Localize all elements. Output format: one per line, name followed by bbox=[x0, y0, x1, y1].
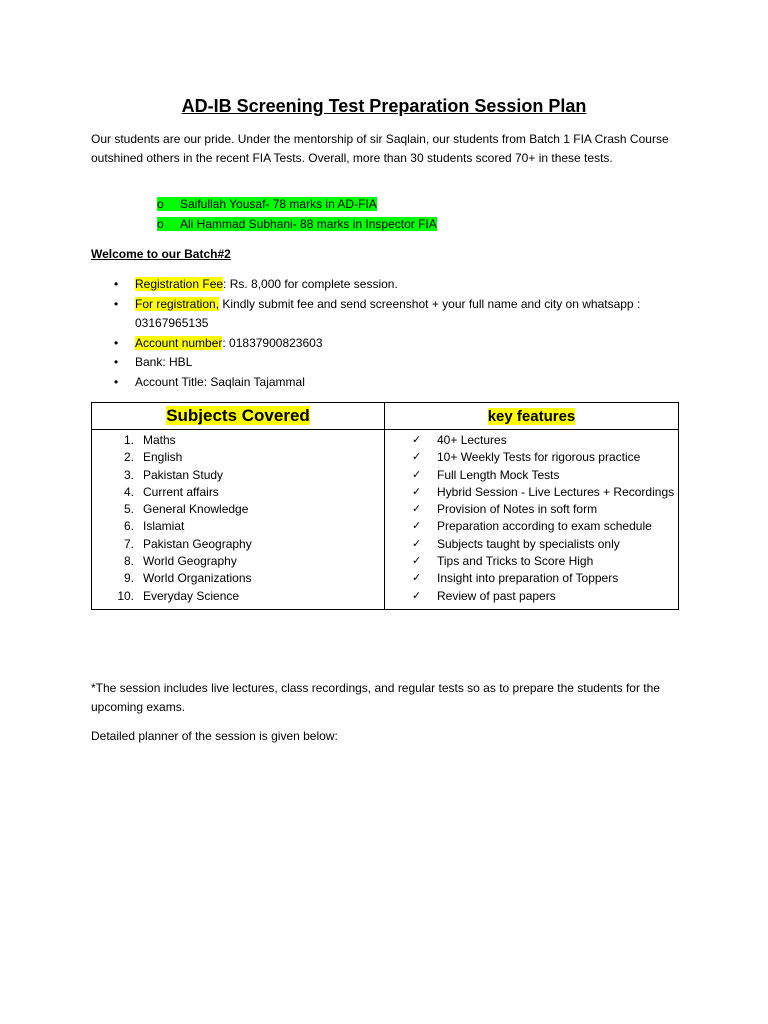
bullet-dot-icon: • bbox=[114, 296, 119, 311]
registration-details-list bbox=[91, 275, 681, 392]
subject-name: World Organizations bbox=[143, 571, 252, 586]
table-row bbox=[92, 432, 384, 449]
table-row bbox=[92, 570, 384, 587]
list-item bbox=[385, 553, 678, 570]
checkmark-icon: ✓ bbox=[412, 589, 422, 602]
welcome-heading: Welcome to our Batch#2 bbox=[91, 247, 231, 261]
topper-text: Ali Hammad Subhani- 88 marks in Inspector FIA bbox=[180, 216, 437, 231]
subjects-header: Subjects Covered bbox=[166, 406, 310, 425]
bullet-dot-icon: • bbox=[114, 277, 119, 291]
detail-text: Account Title: Saqlain Tajammal bbox=[135, 374, 305, 389]
item-number: 10. bbox=[117, 588, 134, 603]
item-number: 5. bbox=[123, 502, 134, 517]
item-number: 2. bbox=[123, 450, 134, 465]
list-item bbox=[157, 195, 437, 215]
circle-bullet-icon: o bbox=[157, 197, 164, 211]
subjects-cell bbox=[92, 430, 385, 610]
checkmark-icon: ✓ bbox=[412, 572, 422, 585]
intro-paragraph: Our students are our pride. Under the mentorship of sir Saqlain, our students from Batch 1 FIA Crash Course outshined others in the recent FIA Tests. Overall, more than 30 students scored 70+ in these tests. bbox=[91, 132, 669, 165]
checkmark-icon: ✓ bbox=[412, 503, 422, 516]
feature-text: 10+ Weekly Tests for rigorous practice bbox=[437, 450, 641, 465]
checkmark-icon: ✓ bbox=[412, 451, 422, 464]
features-cell bbox=[385, 430, 679, 610]
table-row bbox=[92, 484, 384, 501]
list-item bbox=[385, 432, 678, 449]
checkmark-icon: ✓ bbox=[412, 520, 422, 533]
table-row bbox=[92, 588, 384, 605]
feature-text: Tips and Tricks to Score High bbox=[437, 554, 594, 569]
list-item bbox=[91, 373, 681, 393]
table-row bbox=[92, 553, 384, 570]
table-row bbox=[92, 501, 384, 518]
checkmark-icon: ✓ bbox=[412, 485, 422, 498]
subjects-header-cell bbox=[92, 403, 385, 430]
toppers-list bbox=[157, 195, 437, 234]
features-header: key features bbox=[487, 407, 576, 425]
feature-text: 40+ Lectures bbox=[437, 433, 507, 447]
planner-text: Detailed planner of the session is given below: bbox=[91, 729, 338, 743]
detail-label: Account number bbox=[135, 335, 223, 350]
checkmark-icon: ✓ bbox=[412, 468, 422, 481]
table-row bbox=[92, 467, 384, 484]
list-item bbox=[385, 518, 678, 535]
table-row bbox=[92, 536, 384, 553]
subject-name: Current affairs bbox=[143, 484, 219, 499]
list-item bbox=[385, 588, 678, 605]
detail-text: : 01837900823603 bbox=[222, 335, 323, 350]
checkmark-icon: ✓ bbox=[412, 434, 422, 446]
list-item bbox=[385, 467, 678, 484]
circle-bullet-icon: o bbox=[157, 216, 164, 231]
detail-text: : Rs. 8,000 for complete session. bbox=[223, 277, 398, 291]
session-note: *The session includes live lectures, class recordings, and regular tests so as to prepare the students for the upcoming exams. bbox=[91, 681, 660, 714]
list-item bbox=[157, 215, 437, 235]
list-item bbox=[91, 295, 681, 334]
page-title: AD-IB Screening Test Preparation Session Plan bbox=[181, 96, 587, 116]
subject-name: Pakistan Study bbox=[143, 467, 224, 482]
subjects-list bbox=[92, 432, 384, 605]
subject-name: English bbox=[143, 450, 183, 465]
detail-label: Registration Fee bbox=[135, 277, 224, 291]
detail-text: Kindly submit fee and send screenshot + your full name and city on whatsapp : 03167965135 bbox=[135, 296, 641, 330]
list-item bbox=[91, 334, 681, 354]
item-number: 9. bbox=[123, 571, 134, 586]
item-number: 8. bbox=[123, 554, 134, 569]
subject-name: Pakistan Geography bbox=[143, 536, 252, 551]
list-item bbox=[385, 501, 678, 518]
item-number: 4. bbox=[123, 484, 134, 499]
item-number: 7. bbox=[123, 536, 134, 551]
features-list bbox=[385, 432, 678, 605]
list-item bbox=[91, 275, 681, 295]
checkmark-icon: ✓ bbox=[412, 537, 422, 550]
subjects-features-table bbox=[91, 402, 679, 610]
subject-name: Everyday Science bbox=[143, 588, 240, 603]
features-header-cell bbox=[385, 403, 679, 430]
feature-text: Hybrid Session - Live Lectures + Recordings bbox=[437, 484, 675, 499]
list-item bbox=[385, 570, 678, 587]
feature-text: Preparation according to exam schedule bbox=[437, 519, 652, 534]
subject-name: Islamiat bbox=[143, 519, 185, 534]
item-number: 6. bbox=[123, 519, 134, 534]
detail-label: For registration, bbox=[135, 296, 220, 311]
list-item bbox=[385, 484, 678, 501]
feature-text: Review of past papers bbox=[437, 588, 556, 603]
item-number: 3. bbox=[123, 467, 134, 482]
feature-text: Subjects taught by specialists only bbox=[437, 536, 620, 551]
table-row bbox=[92, 449, 384, 466]
bullet-dot-icon: • bbox=[114, 355, 119, 369]
subject-name: World Geography bbox=[143, 554, 237, 569]
feature-text: Insight into preparation of Toppers bbox=[437, 571, 619, 586]
topper-text: Saifullah Yousaf- 78 marks in AD-FIA bbox=[180, 197, 377, 211]
item-number: 1. bbox=[123, 433, 134, 447]
subject-name: Maths bbox=[143, 433, 176, 447]
subject-name: General Knowledge bbox=[143, 502, 249, 517]
bullet-dot-icon: • bbox=[114, 374, 119, 389]
list-item bbox=[385, 449, 678, 466]
list-item bbox=[91, 353, 681, 373]
list-item bbox=[385, 536, 678, 553]
table-row bbox=[92, 518, 384, 535]
bullet-dot-icon: • bbox=[114, 335, 119, 350]
checkmark-icon: ✓ bbox=[412, 555, 422, 568]
feature-text: Full Length Mock Tests bbox=[437, 467, 560, 482]
detail-text: Bank: HBL bbox=[135, 355, 193, 369]
feature-text: Provision of Notes in soft form bbox=[437, 502, 598, 517]
